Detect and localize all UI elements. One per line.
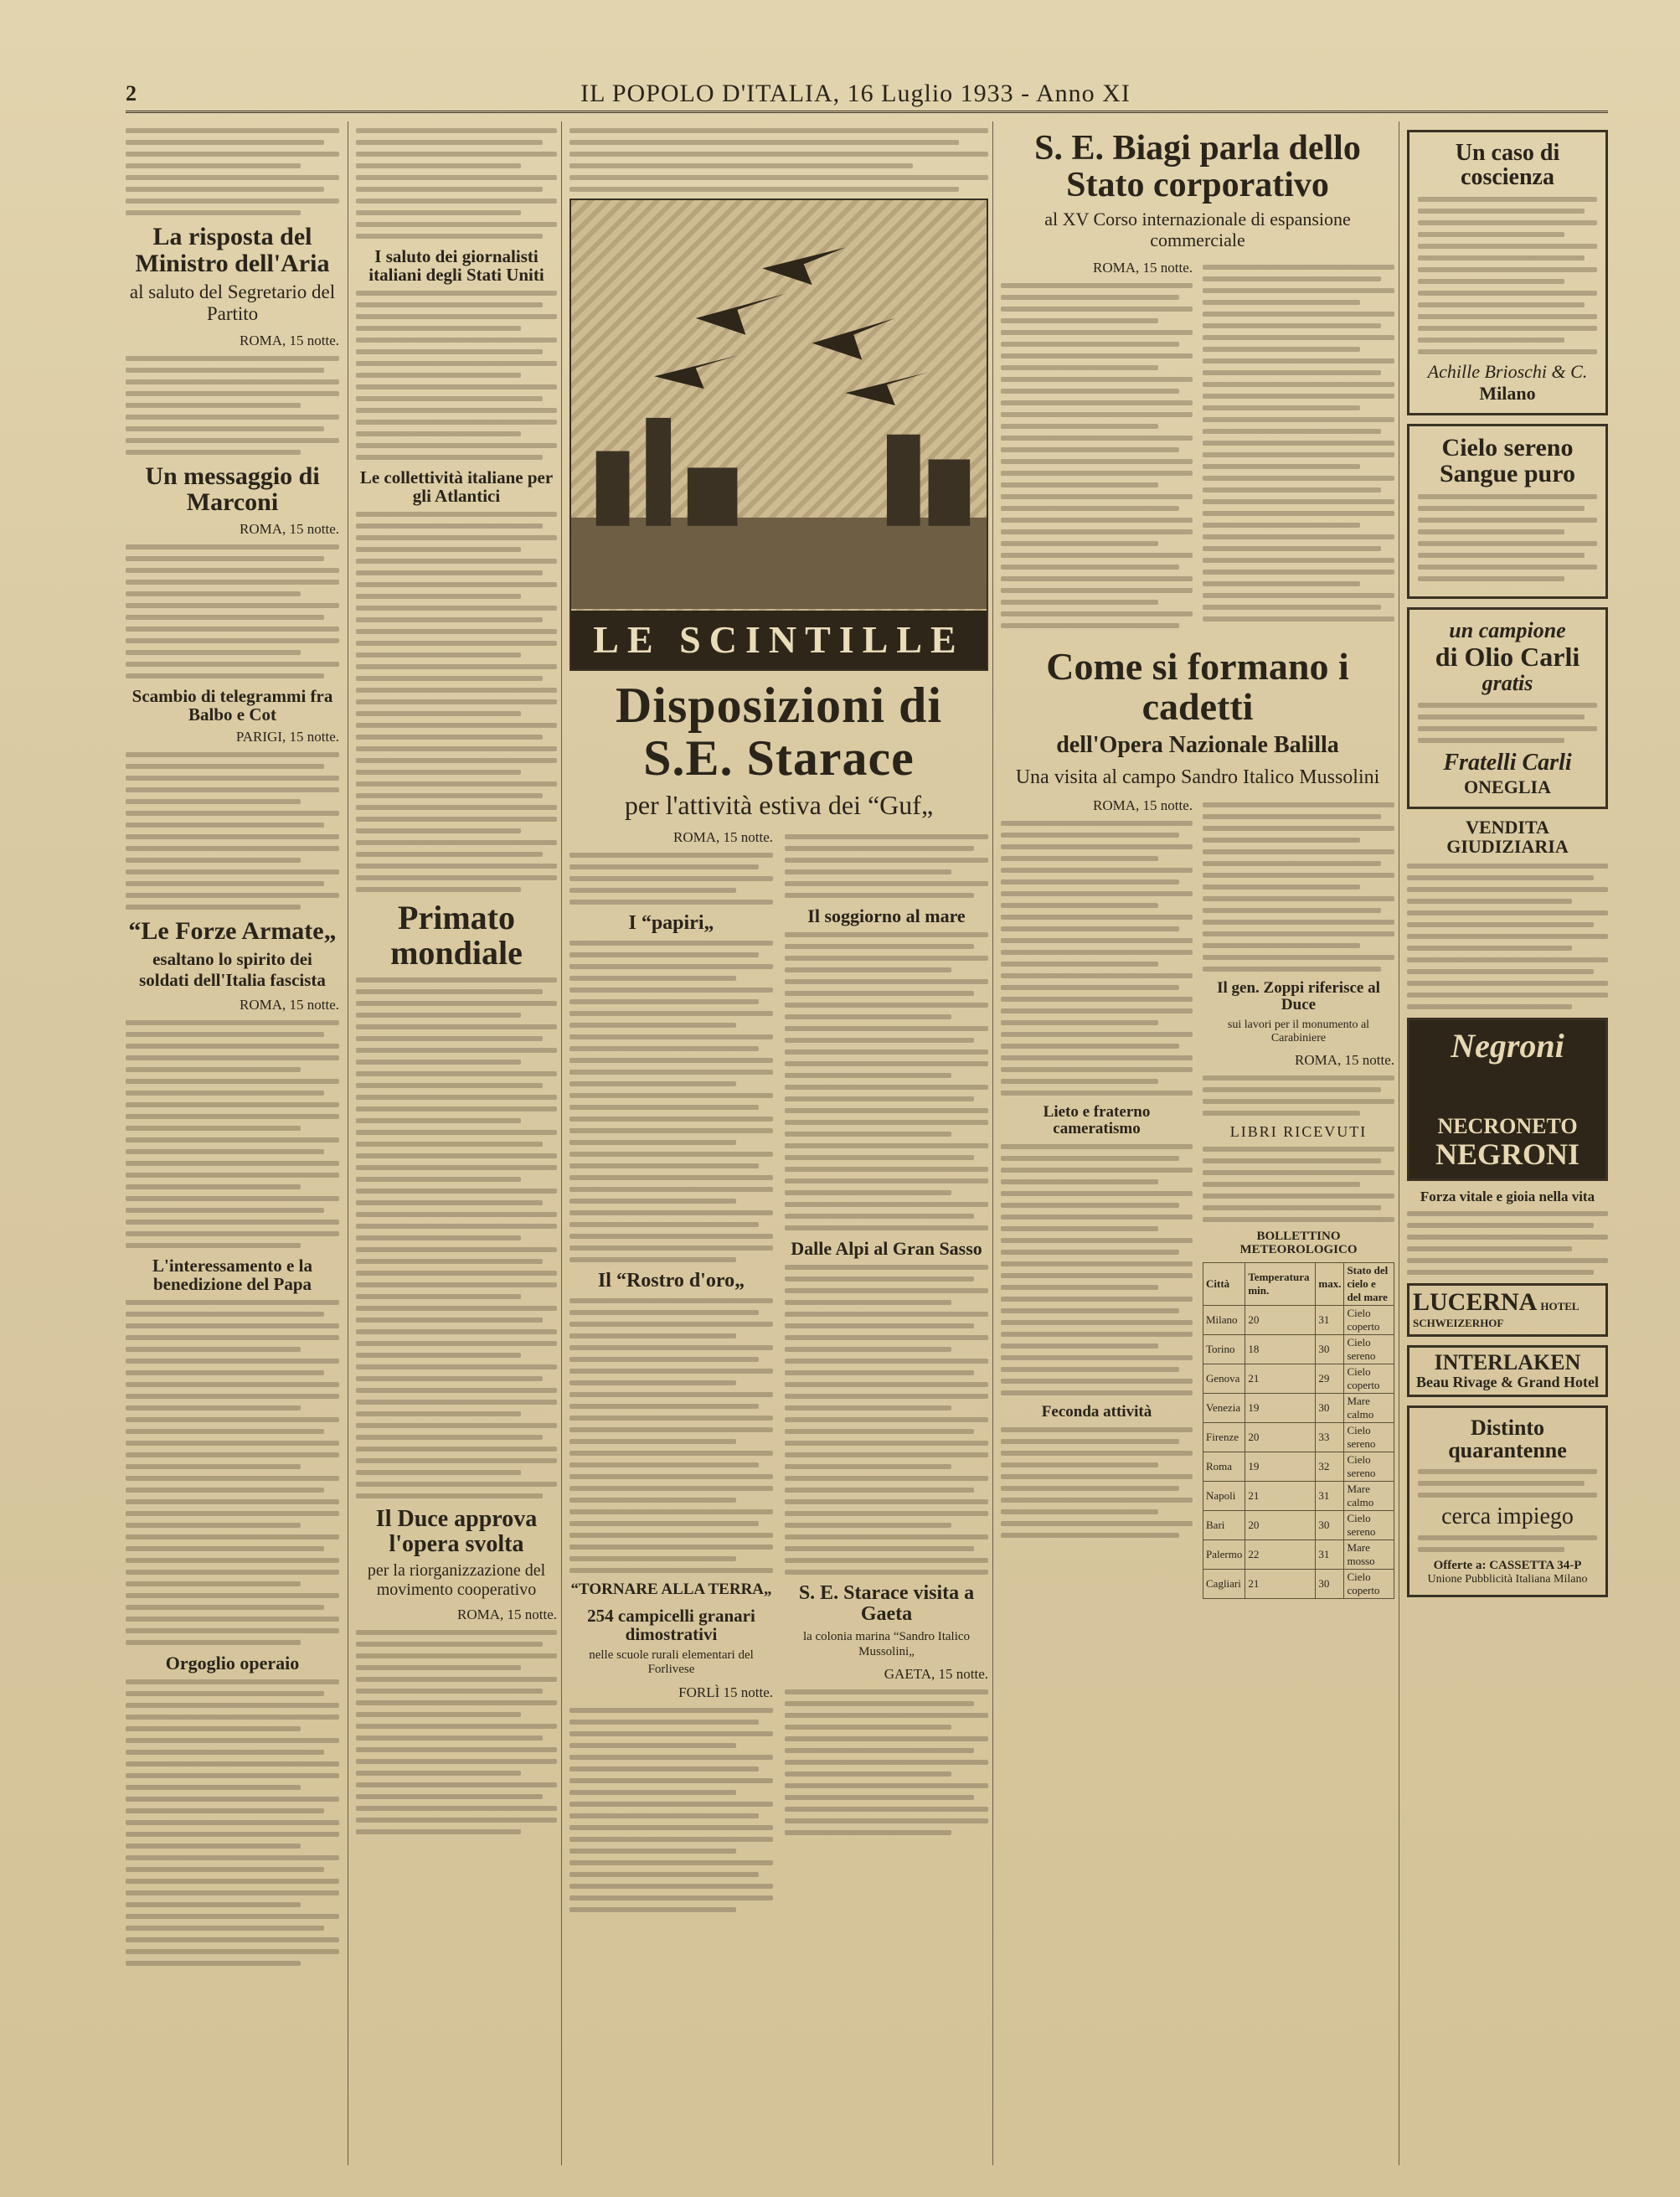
table-cell: 30 <box>1316 1334 1344 1364</box>
table-cell: Milano <box>1203 1305 1245 1334</box>
table-cell: 29 <box>1316 1364 1344 1393</box>
subheadline: dell'Opera Nazionale Balilla <box>1056 732 1339 759</box>
table-cell: Mare calmo <box>1344 1481 1394 1510</box>
headline: Lieto e fraterno cameratismo <box>1043 1103 1151 1138</box>
masthead <box>126 77 1608 113</box>
headline: Un messaggio di Marconi <box>145 462 320 517</box>
subheadline: al XV Corso internazionale di espansione commerciale <box>1044 209 1351 251</box>
table-cell: 20 <box>1245 1305 1316 1334</box>
headline: Dalle Alpi al Gran Sasso <box>791 1237 982 1259</box>
table-header: Città <box>1203 1262 1245 1305</box>
headline: Il soggiorno al mare <box>807 905 966 926</box>
ad-brioschi <box>1407 130 1608 415</box>
illustration-caption: LE SCINTILLE <box>571 611 987 669</box>
headline: Orgoglio operaio <box>165 1652 300 1674</box>
headline: “Le Forze Armate„ <box>128 916 337 945</box>
table-cell: Cielo sereno <box>1344 1422 1394 1452</box>
table-cell: 22 <box>1245 1539 1316 1569</box>
headline: “TORNARE ALLA TERRA„ <box>570 1581 772 1599</box>
headline: 254 campicelli granari dimostrativi <box>587 1606 755 1645</box>
headline: Forza vitale e gioia nella vita <box>1420 1189 1595 1205</box>
table-cell: Torino <box>1203 1334 1245 1364</box>
table-cell: Venezia <box>1203 1393 1245 1422</box>
ad-line: un campione <box>1449 617 1566 642</box>
headline: Il gen. Zoppi riferisce al Duce <box>1217 979 1380 1014</box>
table-cell: Mare mosso <box>1344 1539 1394 1569</box>
ad-box: Offerte a: CASSETTA 34-P <box>1433 1558 1582 1572</box>
table-header: max. <box>1316 1262 1344 1305</box>
table-header: Stato del cielo e del mare <box>1344 1262 1394 1305</box>
ad-brand: Negroni <box>1451 1026 1564 1065</box>
table-row <box>1203 1334 1394 1364</box>
masthead-title: IL POPOLO D'ITALIA, 16 Luglio 1933 - Anno XI <box>580 80 1131 107</box>
dateline: ROMA, 15 notte. <box>1093 797 1193 814</box>
headline: I saluto dei giornalisti italiani degli Stati Uniti <box>368 246 544 286</box>
ad-brand: Fratelli Carli <box>1443 750 1572 776</box>
table-cell: 30 <box>1316 1510 1344 1539</box>
table-row <box>1203 1481 1394 1510</box>
ad-hotel: Beau Rivage & Grand Hotel <box>1416 1374 1599 1390</box>
ad-signature: Achille Brioschi & C. <box>1427 360 1588 382</box>
table-cell: 21 <box>1245 1364 1316 1393</box>
headline: VENDITA GIUDIZIARIA <box>1446 817 1569 858</box>
table-cell: Palermo <box>1203 1539 1245 1569</box>
headline: Le collettività italiane per gli Atlantici <box>359 467 554 507</box>
meteo-title: BOLLETTINO METEOROLOGICO <box>1239 1230 1358 1256</box>
ad-title: Cielo sereno <box>1441 433 1574 462</box>
ad-city: Milano <box>1479 382 1536 404</box>
table-row <box>1203 1422 1394 1452</box>
table-cell: 31 <box>1316 1305 1344 1334</box>
ad-title: LUCERNA <box>1413 1288 1538 1317</box>
table-row <box>1203 1539 1394 1569</box>
dateline: GAETA, 15 notte. <box>884 1665 988 1682</box>
subheadline: per la riorganizzazione del movimento cooperativo <box>367 1560 546 1599</box>
headline: S. E. Biagi parla dello Stato corporativo <box>1034 129 1361 205</box>
table-cell: 31 <box>1316 1539 1344 1569</box>
ad-subtitle: cerca impiego <box>1441 1503 1574 1529</box>
ad-interlaken <box>1407 1345 1608 1397</box>
subheadline: nelle scuole rurali elementari del Forlivese <box>589 1648 754 1677</box>
airplanes-icon <box>571 200 987 611</box>
table-cell: Bari <box>1203 1510 1245 1539</box>
table-row <box>1203 1569 1394 1598</box>
column-rule <box>992 121 993 2165</box>
dateline: ROMA, 15 notte. <box>240 520 339 537</box>
ad-title: Un caso di coscienza <box>1455 140 1560 191</box>
table-cell: 20 <box>1245 1510 1316 1539</box>
table-cell: Cielo sereno <box>1344 1510 1394 1539</box>
headline: Come si formano i cadetti <box>1046 644 1349 729</box>
ad-line: gratis <box>1482 671 1533 696</box>
headline: Il “Rostro d'oro„ <box>597 1269 745 1292</box>
headline: La risposta del Ministro dell'Aria <box>135 223 330 277</box>
subheadline: per l'attività estiva dei “Guf„ <box>624 790 934 820</box>
column-3 <box>569 121 988 2165</box>
ad-quarantenne <box>1407 1405 1608 1597</box>
headline: Scambio di telegrammi fra Balbo e Cot <box>131 685 333 725</box>
ad-title: di Olio Carli <box>1435 641 1580 672</box>
table-cell: Napoli <box>1203 1481 1245 1510</box>
page-number: 2 <box>126 81 137 106</box>
table-cell: 32 <box>1316 1452 1344 1481</box>
ad-olio-carli <box>1407 607 1608 810</box>
headline: S. E. Starace visita a Gaeta <box>798 1581 975 1626</box>
table-cell: 19 <box>1245 1452 1316 1481</box>
table-cell: Cielo coperto <box>1344 1364 1394 1393</box>
dateline: ROMA, 15 notte. <box>240 332 339 348</box>
table-cell: Mare calmo <box>1344 1393 1394 1422</box>
table-row <box>1203 1452 1394 1481</box>
headline: I “papiri„ <box>628 911 714 934</box>
ad-negroni <box>1407 1018 1608 1182</box>
table-cell: Cielo coperto <box>1344 1305 1394 1334</box>
table-cell: Firenze <box>1203 1422 1245 1452</box>
illustration <box>569 199 988 671</box>
table-cell: Cagliari <box>1203 1569 1245 1598</box>
dateline: ROMA, 15 notte. <box>457 1606 557 1622</box>
table-header: Temperatura min. <box>1245 1262 1316 1305</box>
table-row <box>1203 1305 1394 1334</box>
table-cell: Genova <box>1203 1364 1245 1393</box>
table-cell: Cielo coperto <box>1344 1569 1394 1598</box>
table-cell: Roma <box>1203 1452 1245 1481</box>
table-row <box>1203 1364 1394 1393</box>
table-cell: 19 <box>1245 1393 1316 1422</box>
column-2 <box>356 121 557 2165</box>
table-row <box>1203 1510 1394 1539</box>
table-cell: Cielo sereno <box>1344 1334 1394 1364</box>
column-4 <box>1001 121 1394 2165</box>
headline: L'interessamento e la benedizione del Papa <box>152 1255 312 1294</box>
subheadline: sui lavori per il monumento al Carabiniere <box>1227 1019 1370 1045</box>
ad-hotel: HOTEL SCHWEIZERHOF <box>1413 1300 1579 1329</box>
table-cell: 18 <box>1245 1334 1316 1364</box>
column-5 <box>1407 121 1608 2165</box>
ad-lucerna <box>1407 1283 1608 1337</box>
table-cell: 30 <box>1316 1569 1344 1598</box>
table-row <box>1203 1393 1394 1422</box>
ad-footer: Unione Pubblicità Italiana Milano <box>1427 1572 1588 1586</box>
table-cell: 21 <box>1245 1569 1316 1598</box>
ad-title: Distinto quarantenne <box>1448 1416 1567 1463</box>
dateline: PARIGI, 15 notte. <box>235 728 339 745</box>
table-cell: 30 <box>1316 1393 1344 1422</box>
table-cell: 21 <box>1245 1481 1316 1510</box>
headline: Il Duce approva l'opera svolta <box>375 1506 538 1557</box>
ad-product: NECRONETO <box>1437 1113 1578 1138</box>
table-cell: Cielo sereno <box>1344 1452 1394 1481</box>
subheadline: al saluto del Segretario del Partito <box>129 281 336 325</box>
dateline: ROMA, 15 notte. <box>673 828 773 845</box>
ad-brand: NEGRONI <box>1435 1137 1580 1171</box>
table-cell: 33 <box>1316 1422 1344 1452</box>
subheadline: esaltano lo spirito dei soldati dell'Italia fascista <box>139 949 326 990</box>
subheadline: Una visita al campo Sandro Italico Mussolini <box>1015 766 1380 788</box>
column-rule <box>561 121 562 2165</box>
ad-title: INTERLAKEN <box>1434 1349 1581 1374</box>
dateline: ROMA, 15 notte. <box>1093 259 1193 276</box>
table-cell: 31 <box>1316 1481 1344 1510</box>
subheadline: la colonia marina “Sandro Italico Mussolini„ <box>802 1630 971 1658</box>
column-1 <box>126 121 339 2165</box>
headline: LIBRI RICEVUTI <box>1229 1123 1368 1141</box>
ad-city: ONEGLIA <box>1464 776 1551 798</box>
headline: Feconda attività <box>1041 1403 1152 1421</box>
headline: Disposizioni di S.E. Starace <box>615 678 943 786</box>
weather-table <box>1203 1262 1394 1599</box>
dateline: ROMA, 15 notte. <box>1295 1052 1394 1069</box>
ad-title: Sangue puro <box>1439 460 1575 488</box>
table-cell: 20 <box>1245 1422 1316 1452</box>
dateline: FORLÌ 15 notte. <box>678 1684 773 1700</box>
dateline: ROMA, 15 notte. <box>240 996 339 1013</box>
headline: Primato mondiale <box>390 899 523 972</box>
ad-euchessina <box>1407 424 1608 599</box>
